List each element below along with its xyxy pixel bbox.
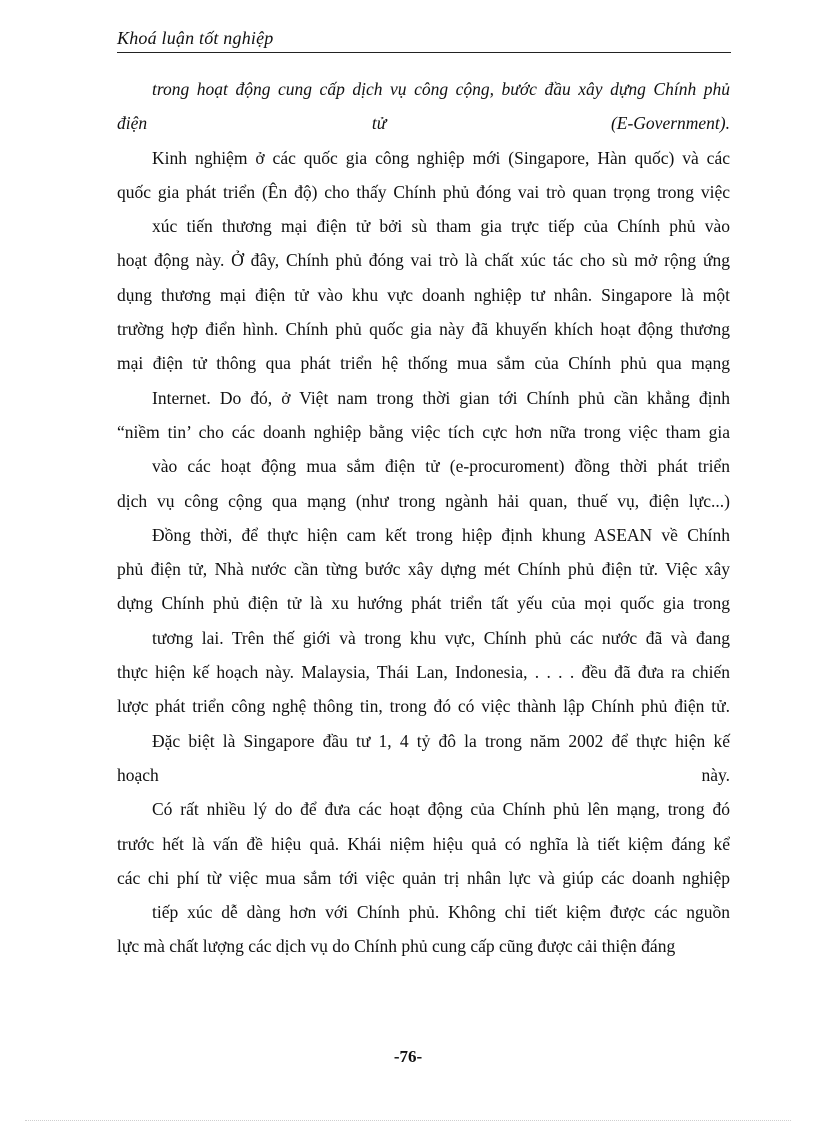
page-bottom-divider: [25, 1120, 791, 1121]
text-line: hoạt động này. Ở đây, Chính phủ đóng vai trò là chất xúc tác cho sù mở rộng ứng: [117, 250, 730, 271]
text-line: các chi phí từ việc mua sắm tới việc quản trị nhân lực và giúp các doanh nghiệp: [117, 867, 730, 888]
text-line: hoạch này.: [117, 764, 730, 785]
text-line: quốc gia phát triển (Ên độ) cho thấy Chính phủ đóng vai trò quan trọng trong việc: [117, 181, 730, 202]
text-line: dịch vụ công cộng qua mạng (như trong ngành hải quan, thuế vụ, điện lực...): [117, 490, 730, 511]
text-line: dụng thương mại điện tử vào khu vực doanh nghiệp tư nhân. Singapore là một: [117, 284, 730, 305]
text-line: phủ điện tử, Nhà nước cần từng bước xây dựng mét Chính phủ điện tử. Việc xây: [117, 559, 730, 580]
text-line: Đồng thời, để thực hiện cam kết trong hiệp định khung ASEAN về Chính: [152, 524, 730, 545]
body-text: [117, 72, 730, 964]
text-line: “niềm tin’ cho các doanh nghiệp bằng việc tích cực hơn nữa trong việc tham gia: [117, 421, 730, 442]
text-line: điện tử (E-Government).: [117, 113, 730, 134]
page-number: -76-: [393, 1047, 423, 1066]
text-line: thực hiện kế hoạch này. Malaysia, Thái Lan, Indonesia, . . . . đều đã đưa ra chiến: [117, 662, 730, 683]
text-line: trong hoạt động cung cấp dịch vụ công cộng, bước đầu xây dựng Chính phủ: [152, 79, 730, 99]
header-title: Khoá luận tốt nghiệp: [117, 28, 274, 48]
text-line: tiếp xúc dễ dàng hơn với Chính phủ. Không chỉ tiết kiệm được các nguồn: [152, 902, 730, 923]
text-line: tương lai. Trên thế giới và trong khu vực, Chính phủ các nước đã và đang: [152, 627, 730, 648]
text-line: mại điện tử thông qua phát triển hệ thống mua sắm của Chính phủ qua mạng: [117, 353, 730, 374]
text-line: xúc tiến thương mại điện tử bởi sù tham gia trực tiếp của Chính phủ vào: [152, 216, 730, 237]
text-line: Kinh nghiệm ở các quốc gia công nghiệp mới (Singapore, Hàn quốc) và các: [152, 147, 730, 168]
text-line: Internet. Do đó, ở Việt nam trong thời gian tới Chính phủ cần khẳng định: [152, 387, 730, 408]
text-line: dựng Chính phủ điện tử là xu hướng phát triển tất yếu của mọi quốc gia trong: [117, 593, 730, 614]
text-line: vào các hoạt động mua sắm điện tử (e-procuroment) đồng thời phát triển: [152, 456, 730, 477]
text-line: Có rất nhiều lý do để đưa các hoạt động của Chính phủ lên mạng, trong đó: [152, 799, 730, 820]
text-line: trước hết là vấn đề hiệu quả. Khái niệm hiệu quả có nghĩa là tiết kiệm đáng kể: [117, 833, 730, 854]
text-line: lược phát triển công nghệ thông tin, trong đó có việc thành lập Chính phủ điện tử.: [117, 696, 730, 717]
text-line: trường hợp điển hình. Chính phủ quốc gia này đã khuyến khích hoạt động thương: [117, 319, 730, 340]
text-line: Đặc biệt là Singapore đầu tư 1, 4 tỷ đô la trong năm 2002 để thực hiện kế: [152, 730, 730, 751]
page-header: [117, 26, 731, 53]
text-line: lực mà chất lượng các dịch vụ do Chính phủ cung cấp cũng được cải thiện đáng: [117, 936, 676, 957]
